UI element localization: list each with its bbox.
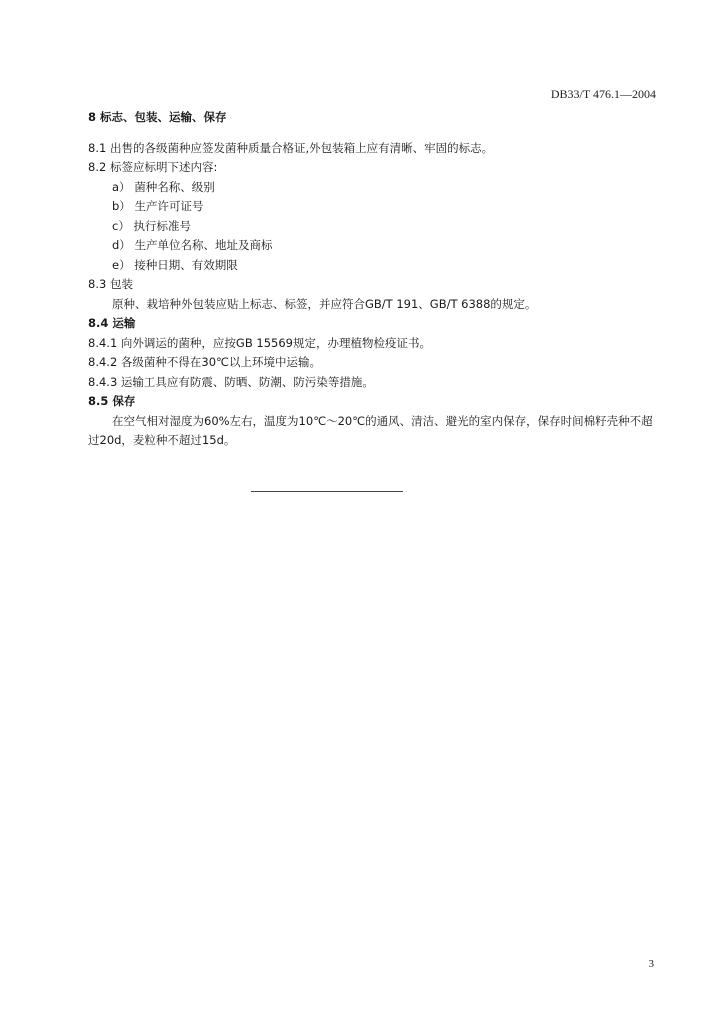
label-item-b: b） 生产许可证号 [112,199,204,213]
clause-8-5-title: 8.5 保存 [88,394,136,408]
end-rule [251,491,403,492]
clause-8-3-text: 原种、栽培种外包装应贴上标志、标签，并应符合GB/T 191、GB/T 6388的规定。 [112,296,537,311]
clause-8-4-title: 8.4 运输 [88,316,136,330]
section-8-heading: 8 标志、包装、运输、保存 [88,110,227,124]
page-number: 3 [648,958,654,970]
label-item-e: e） 接种日期、有效期限 [112,257,238,272]
clause-8-3-title: 8.3 包装 [88,277,133,291]
clause-8-4-2: 8.4.2 各级菌种不得在30℃以上环境中运输。 [88,355,321,369]
label-item-d: d） 生产单位名称、地址及商标 [112,238,273,252]
clause-8-2: 8.2 标签应标明下述内容: [88,160,218,174]
document-body [88,108,658,451]
clause-8-4-3: 8.4.3 运输工具应有防震、防晒、防潮、防污染等措施。 [88,374,374,389]
label-item-a: a） 菌种名称、级别 [112,179,215,194]
label-item-c: c） 执行标准号 [112,218,191,233]
clause-8-4-1: 8.4.1 向外调运的菌种，应按GB 15569规定，办理植物检疫证书。 [88,335,431,350]
clause-8-1: 8.1 出售的各级菌种应签发菌种质量合格证,外包装箱上应有清晰、牢固的标志。 [88,140,494,155]
document-code: DB33/T 476.1—2004 [550,87,656,101]
clause-8-5-text: 在空气相对湿度为60%左右，温度为10℃～20℃的通风、清洁、避光的室内保存，保存时间棉籽壳种不超过20d，麦粒种不超过15d。 [88,413,653,447]
